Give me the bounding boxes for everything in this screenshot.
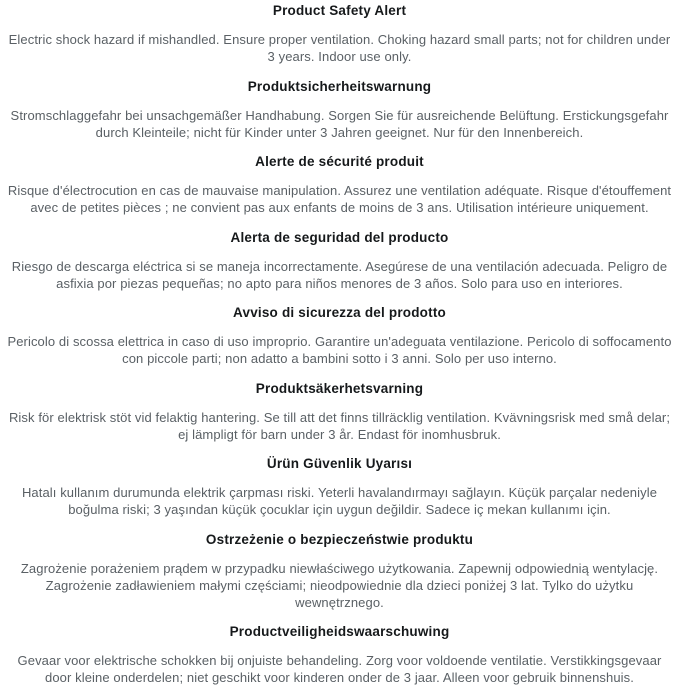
safety-body-french: Risque d'électrocution en cas de mauvaise manipulation. Assurez une ventilation adéquate. Risque d'étouffement avec de petites pièces ; ne convient pas aux enfants de moins de 3 ans. Utilisation intérieure uniquement. <box>7 183 672 215</box>
safety-section-dutch <box>6 623 673 686</box>
safety-body-swedish: Risk för elektrisk stöt vid felaktig hantering. Se till att det finns tillräcklig ventilation. Kvävningsrisk med små delar; ej lämpligt för barn under 3 år. Endast för inomhusbruk. <box>8 409 671 442</box>
safety-body-english: Electric shock hazard if mishandled. Ensure proper ventilation. Choking hazard small parts; not for children under 3 years. Indoor use only. <box>8 32 671 64</box>
safety-heading-italian: Avviso di sicurezza del prodotto <box>233 305 446 320</box>
safety-body-polish: Zagrożenie porażeniem prądem w przypadku niewłaściwego użytkowania. Zapewnij odpowiednią wentylację. Zagrożenie zadławieniem małymi częściami; nieodpowiednie dla dzieci poniżej 3 lat. Tylko do użytku wewnętrznego. <box>20 560 659 610</box>
safety-heading-spanish: Alerta de seguridad del producto <box>230 229 449 245</box>
safety-section-english <box>6 2 673 65</box>
safety-heading-german: Produktsicherheitswarnung <box>247 78 432 94</box>
safety-heading-swedish: Produktsäkerhetsvarning <box>255 380 424 396</box>
safety-section-swedish <box>6 380 673 443</box>
safety-heading-polish: Ostrzeżenie o bezpieczeństwie produktu <box>205 531 474 547</box>
safety-section-spanish <box>6 229 673 292</box>
safety-body-spanish: Riesgo de descarga eléctrica si se maneja incorrectamente. Asegúrese de una ventilación adecuada. Peligro de asfixia por piezas pequeñas; no apto para niños menores de 3 años. Solo para uso en interiores. <box>11 258 668 291</box>
safety-section-italian <box>6 304 673 367</box>
safety-body-italian: Pericolo di scossa elettrica in caso di uso improprio. Garantire un'adeguata ventilazione. Pericolo di soffocamento con piccole parti; non adatto a bambini sotto i 3 anni. Solo per uso interno. <box>7 334 672 366</box>
safety-body-dutch: Gevaar voor elektrische schokken bij onjuiste behandeling. Zorg voor voldoende ventilatie. Verstikkingsgevaar door kleine onderdelen; niet geschikt voor kinderen onder de 3 jaar. Alleen voor gebruik binnenshuis. <box>17 653 662 685</box>
safety-heading-english: Product Safety Alert <box>272 3 407 18</box>
safety-heading-french: Alerte de sécurité produit <box>255 154 424 169</box>
safety-body-turkish: Hatalı kullanım durumunda elektrik çarpması riski. Yeterli havalandırmayı sağlayın. Küçük parçalar nedeniyle boğulma riski; 3 yaşından küçük çocuklar için uygun değildir. Sadece iç mekan kullanımı için. <box>21 485 658 517</box>
safety-body-german: Stromschlaggefahr bei unsachgemäßer Handhabung. Sorgen Sie für ausreichende Belüftung. Erstickungsgefahr durch Kleinteile; nicht für Kinder unter 3 Jahren geeignet. Nur für den Innenbereich. <box>10 107 669 140</box>
safety-section-german <box>6 78 673 141</box>
safety-section-turkish <box>6 455 673 518</box>
safety-section-french <box>6 153 673 216</box>
safety-heading-dutch: Productveiligheidswaarschuwing <box>229 624 450 639</box>
safety-section-polish <box>6 531 673 611</box>
safety-heading-turkish: Ürün Güvenlik Uyarısı <box>266 456 413 471</box>
